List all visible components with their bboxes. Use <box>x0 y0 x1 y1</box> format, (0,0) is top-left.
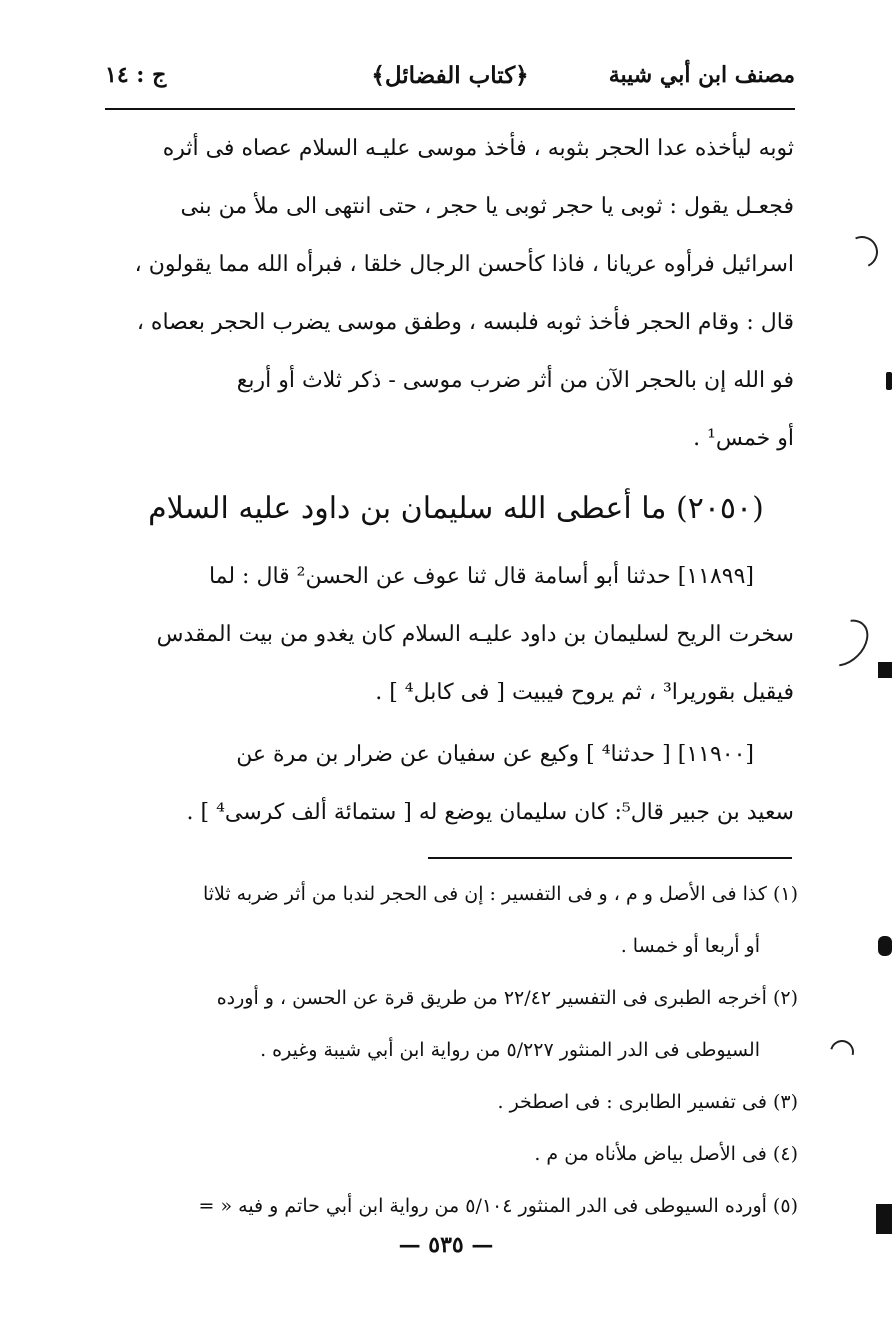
scan-mark <box>878 662 892 678</box>
text-line: فو الله إن بالحجر الآن من أثر ضرب موسى - ذكر ثلاث أو أربع <box>236 368 794 393</box>
hadith-line: [١١٨٩٩] حدثنا أبو أسامة قال ثنا عوف عن الحسن² قال : لما <box>208 564 754 589</box>
section-title: ﴿كتاب الفضائل﴾ <box>371 62 529 89</box>
scan-mark <box>812 610 877 675</box>
footnote-line: (٢) أخرجه الطبرى فى التفسير ٢٢/٤٢ من طريق قرة عن الحسن ، و أورده <box>216 987 798 1009</box>
text-line: قال : وقام الحجر فأخذ ثوبه فلبسه ، وطفق موسى يضرب الحجر بعصاه ، <box>136 310 794 335</box>
text-line: أو خمس¹ . <box>693 426 794 451</box>
footnote-line: أو أربعا أو خمسا . <box>620 935 760 957</box>
footnote-rule <box>428 857 792 859</box>
running-header <box>105 58 795 106</box>
book-title: مصنف ابن أبي شيبة <box>608 62 795 88</box>
footnote-line: (٣) فى تفسير الطابرى : فى اصطخر . <box>497 1091 798 1113</box>
footnote-line: (١) كذا فى الأصل و م ، و فى التفسير : إن فى الحجر لندبا من أثر ضربه ثلاثا <box>202 883 798 905</box>
scan-mark <box>841 231 882 272</box>
chapter-heading: (٢٠٥٠) ما أعطى الله سليمان بن داود عليه السلام <box>148 491 764 526</box>
text-line: ثوبه ليأخذه عدا الحجر بثوبه ، فأخذ موسى عليـه السلام عصاه فى أثره <box>162 136 794 161</box>
hadith-line: [١١٩٠٠] [ حدثنا⁴ ] وكيع عن سفيان عن ضرار بن مرة عن <box>236 742 754 767</box>
main-text <box>118 120 794 842</box>
footnote-line: السيوطى فى الدر المنثور ٥/٢٢٧ من رواية ابن أبي شيبة وغيره . <box>260 1039 760 1061</box>
text-line: فجعـل يقول : ثوبى يا حجر ثوبى يا حجر ، حتى انتهى الى ملأ من بنى <box>180 194 794 219</box>
scan-mark <box>878 936 892 956</box>
page-number: — ٥٣٥ — <box>398 1232 494 1258</box>
header-rule <box>105 108 795 110</box>
footnotes <box>118 868 798 1232</box>
scan-mark <box>886 372 892 390</box>
footnote-line: (٥) أورده السيوطى فى الدر المنثور ٥/١٠٤ من رواية ابن أبي حاتم و فيه « = <box>198 1195 798 1217</box>
volume-number: ج : ١٤ <box>105 62 167 88</box>
footnote-line: (٤) فى الأصل بياض ملأناه من م . <box>534 1143 798 1165</box>
scan-mark <box>826 1036 859 1069</box>
scan-mark <box>876 1204 892 1234</box>
hadith-line: سخرت الريح لسليمان بن داود عليـه السلام كان يغدو من بيت المقدس <box>156 622 794 647</box>
text-line: اسرائيل فرأوه عريانا ، فاذا كأحسن الرجال خلقا ، فبرأه الله مما يقولون ، <box>134 252 794 277</box>
hadith-line: سعيد بن جبير قال⁵: كان سليمان يوضع له [ ستمائة ألف كرسى⁴ ] . <box>186 800 794 825</box>
hadith-line: فيقيل بقوريرا³ ، ثم يروح فيبيت [ فى كابل⁴ ] . <box>375 680 794 705</box>
